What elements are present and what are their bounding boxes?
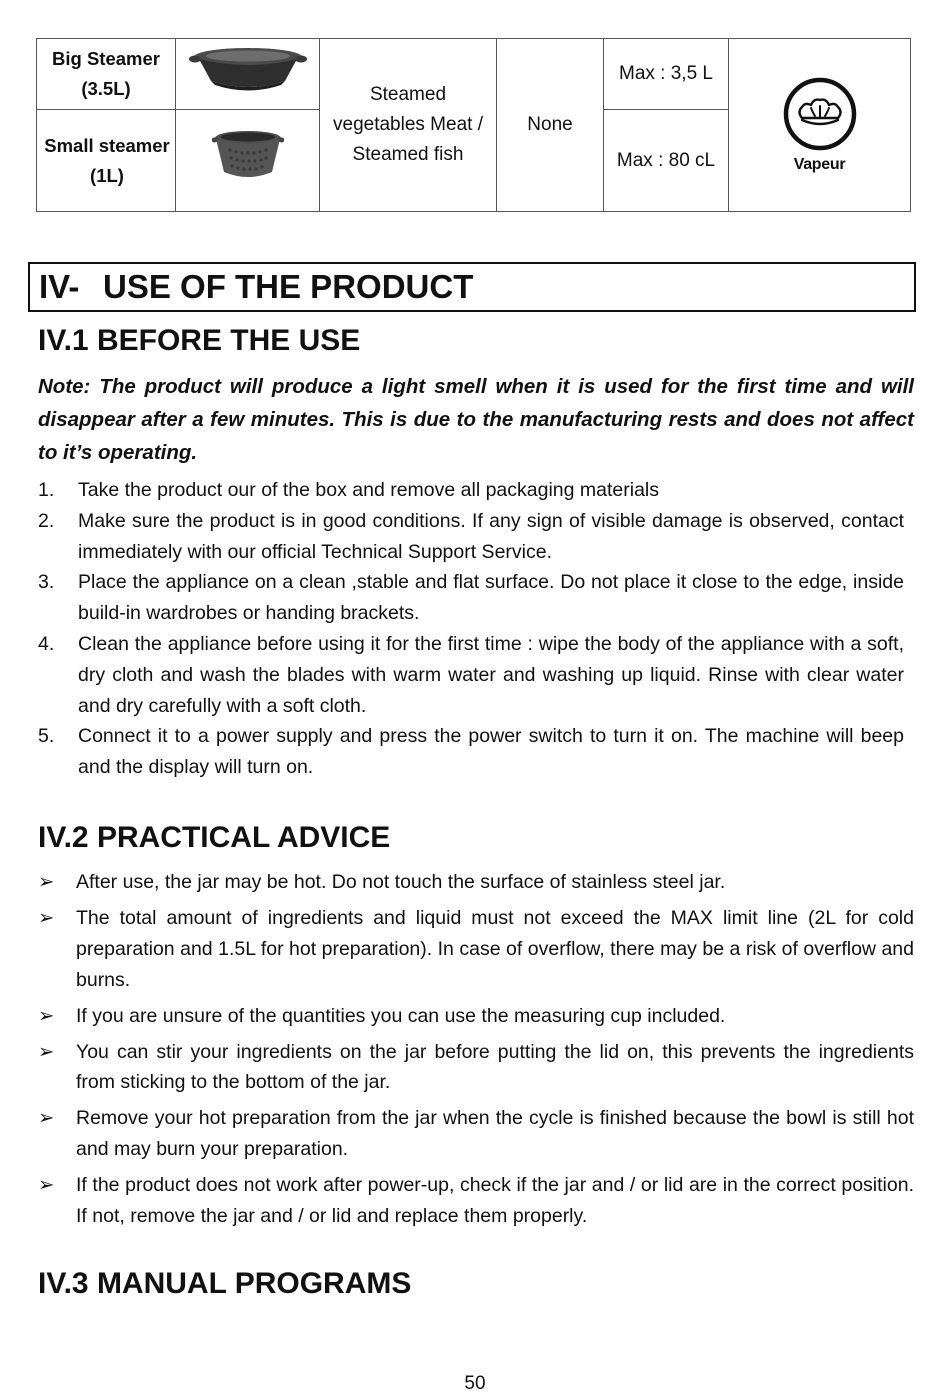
- small-steamer-icon: [212, 128, 284, 184]
- accessory-table: [36, 38, 911, 212]
- arrow-bullet-icon: ➢: [38, 1040, 55, 1063]
- step-number: 2.: [38, 509, 55, 532]
- list-item: [38, 721, 904, 783]
- page-number: 50: [464, 1373, 486, 1394]
- table-row: [37, 39, 911, 110]
- step-number: 5.: [38, 725, 55, 748]
- practical-advice-heading: IV.2 PRACTICAL ADVICE: [38, 821, 391, 854]
- list-item: [38, 867, 914, 898]
- accessory-cell: None: [497, 39, 604, 212]
- step-number: 4.: [38, 632, 55, 655]
- step-number: 1.: [38, 479, 55, 501]
- big-steamer-icon: [189, 39, 307, 99]
- step-text: Connect it to a power supply and press the power switch to turn it on. The machine will beep and the display will turn on.: [78, 725, 904, 779]
- section-number: IV-: [39, 268, 80, 305]
- section-title: USE OF THE PRODUCT: [103, 268, 474, 305]
- list-item: [38, 506, 904, 568]
- arrow-bullet-icon: ➢: [38, 1174, 55, 1197]
- step-number: 3.: [38, 571, 55, 594]
- manual-programs-heading: IV.3 MANUAL PROGRAMS: [38, 1267, 412, 1300]
- list-item: [38, 475, 904, 506]
- table-cell-name: Big Steamer (3.5L): [37, 39, 176, 110]
- arrow-bullet-icon: ➢: [38, 1004, 55, 1027]
- arrow-bullet-icon: ➢: [38, 1107, 55, 1130]
- list-item: [38, 1037, 914, 1099]
- arrow-bullet-icon: ➢: [38, 906, 55, 929]
- advice-text: The total amount of ingredients and liquid must not exceed the MAX limit line (2L for cold preparation and 1.5L for hot preparation). In case of overflow, there may be a risk of overflow and burns.: [76, 906, 914, 991]
- program-label: Vapeur: [793, 156, 846, 173]
- before-use-steps: [38, 475, 904, 783]
- before-use-heading: IV.1 BEFORE THE USE: [38, 324, 361, 357]
- advice-text: If you are unsure of the quantities you can use the measuring cup included.: [76, 1004, 726, 1027]
- advice-text: Remove your hot preparation from the jar when the cycle is finished because the bowl is still hot and may burn your preparation.: [76, 1107, 914, 1161]
- list-item: [38, 1170, 914, 1232]
- note-paragraph: Note: The product will produce a light smell when it is used for the first time and will disappear after a few minutes. This is due to the manufacturing rests and does not affect to it’s operating.: [38, 375, 914, 464]
- arrow-bullet-icon: ➢: [38, 871, 55, 893]
- capacity-cell: Max : 3,5 L: [604, 39, 729, 110]
- table-cell-name: Small steamer (1L): [37, 110, 176, 212]
- list-item: [38, 1001, 914, 1032]
- step-text: Make sure the product is in good conditions. If any sign of visible damage is observed, contact immediately with our official Technical Support Service.: [78, 509, 904, 563]
- list-item: [38, 567, 904, 629]
- small-steamer-image: [176, 110, 320, 212]
- steam-icon: [782, 76, 858, 152]
- capacity-cell: Max : 80 cL: [604, 110, 729, 212]
- usage-cell: Steamed vegetables Meat / Steamed fish: [320, 39, 497, 212]
- step-text: Place the appliance on a clean ,stable and flat surface. Do not place it close to the edge, inside build-in wardrobes or handing brackets.: [78, 571, 904, 625]
- list-item: [38, 629, 904, 721]
- big-steamer-image: [176, 39, 320, 110]
- step-text: Clean the appliance before using it for the first time : wipe the body of the appliance with a soft, dry cloth and wash the blades with warm water and washing up liquid. Rinse with clear water and dry carefully with a soft cloth.: [78, 632, 904, 717]
- advice-text: You can stir your ingredients on the jar before putting the lid on, this prevents the ingredients from sticking to the bottom of the jar.: [76, 1040, 914, 1094]
- program-cell: [729, 39, 911, 212]
- list-item: [38, 903, 914, 995]
- practical-advice-list: [38, 867, 914, 1237]
- advice-text: If the product does not work after power-up, check if the jar and / or lid are in the correct position. If not, remove the jar and / or lid and replace them properly.: [76, 1174, 914, 1227]
- advice-text: After use, the jar may be hot. Do not touch the surface of stainless steel jar.: [76, 871, 726, 893]
- section-header: [28, 262, 916, 312]
- list-item: [38, 1103, 914, 1165]
- step-text: Take the product our of the box and remove all packaging materials: [78, 479, 660, 501]
